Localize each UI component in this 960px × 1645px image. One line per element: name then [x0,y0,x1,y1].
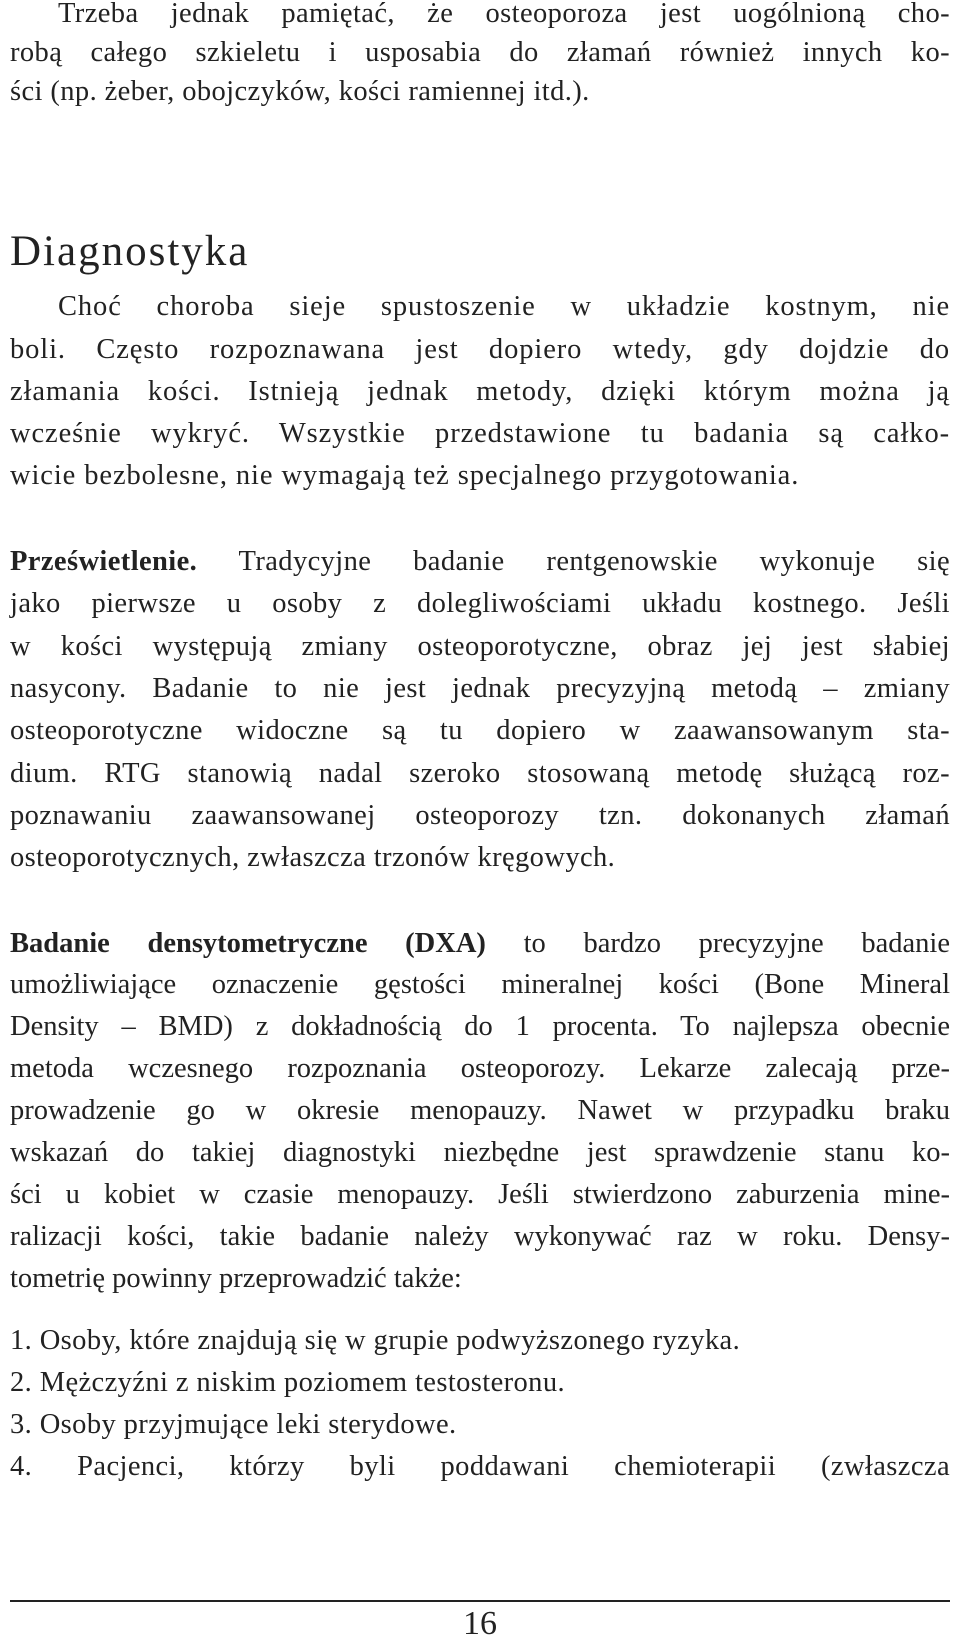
text-line: w kości występują zmiany osteoporotyczne, obraz jej jest słabiej [10,631,950,662]
list-item: 2. Mężczyźni z niskim poziomem testosteronu. [10,1367,566,1398]
text-line: osteoporotycznych, zwłaszcza trzonów kręgowych. [10,842,616,873]
xray-term: Prześwietlenie. [10,546,198,577]
list-item: 1. Osoby, które znajdują się w grupie podwyższonego ryzyka. [10,1325,741,1356]
text-line: tometrię powinny przeprowadzić także: [10,1263,462,1294]
text-span: Tradycyjne badanie rentgenowskie wykonuje się [197,546,950,577]
text-line: wskazań do takiej diagnostyki niezbędne jest sprawdzenie stanu ko- [10,1137,950,1168]
text-line [10,543,950,581]
text-line: jako pierwsze u osoby z dolegliwościami układu kostnego. Jeśli [10,588,950,619]
text-line: metoda wczesnego rozpoznania osteoporozy. Lekarze zalecają prze- [10,1053,950,1084]
text-line: złamania kości. Istnieją jednak metody, dzięki którym można ją [10,376,950,407]
text-line: dium. RTG stanowią nadal szeroko stosowaną metodę służącą roz- [10,758,950,789]
text-line: prowadzenie go w okresie menopauzy. Nawet w przypadku braku [10,1095,950,1126]
section-heading: Diagnostyka [10,227,250,275]
text-line: Trzeba jednak pamiętać, że osteoporoza jest uogólnioną cho- [58,0,950,29]
text-line: wcześnie wykryć. Wszystkie przedstawione tu badania są całko- [10,418,950,449]
text-line: ści (np. żeber, obojczyków, kości ramiennej itd.). [10,76,590,107]
text-line: Density – BMD) z dokładnością do 1 procenta. To najlepsza obecnie [10,1011,950,1042]
text-line: robą całego szkieletu i usposabia do złamań również innych ko- [10,37,950,68]
text-span: to bardzo precyzyjne badanie [485,928,950,959]
text-line: Choć choroba sieje spustoszenie w układzie kostnym, nie [58,291,950,322]
list-item: 3. Osoby przyjmujące leki sterydowe. [10,1409,457,1440]
text-line: poznawaniu zaawansowanej osteoporozy tzn. dokonanych złamań [10,800,950,831]
text-line: ralizacji kości, takie badanie należy wykonywać raz w roku. Densy- [10,1221,950,1252]
text-line [10,925,950,963]
list-item: 4. Pacjenci, którzy byli poddawani chemioterapii (zwłaszcza [10,1451,950,1482]
footer-rule [10,1600,950,1602]
text-line: osteoporotyczne widoczne są tu dopiero w zaawansowanym sta- [10,715,950,746]
page-number: 16 [463,1605,497,1642]
text-line: wicie bezbolesne, nie wymagają też specjalnego przygotowania. [10,460,800,491]
text-line: ści u kobiet w czasie menopauzy. Jeśli stwierdzono zaburzenia mine- [10,1179,950,1210]
text-line: umożliwiające oznaczenie gęstości mineralnej kości (Bone Mineral [10,969,950,1000]
text-line: boli. Często rozpoznawana jest dopiero wtedy, gdy dojdzie do [10,334,950,365]
dxa-term: Badanie densytometryczne (DXA) [10,928,486,959]
text-line: nasycony. Badanie to nie jest jednak precyzyjną metodą – zmiany [10,673,950,704]
